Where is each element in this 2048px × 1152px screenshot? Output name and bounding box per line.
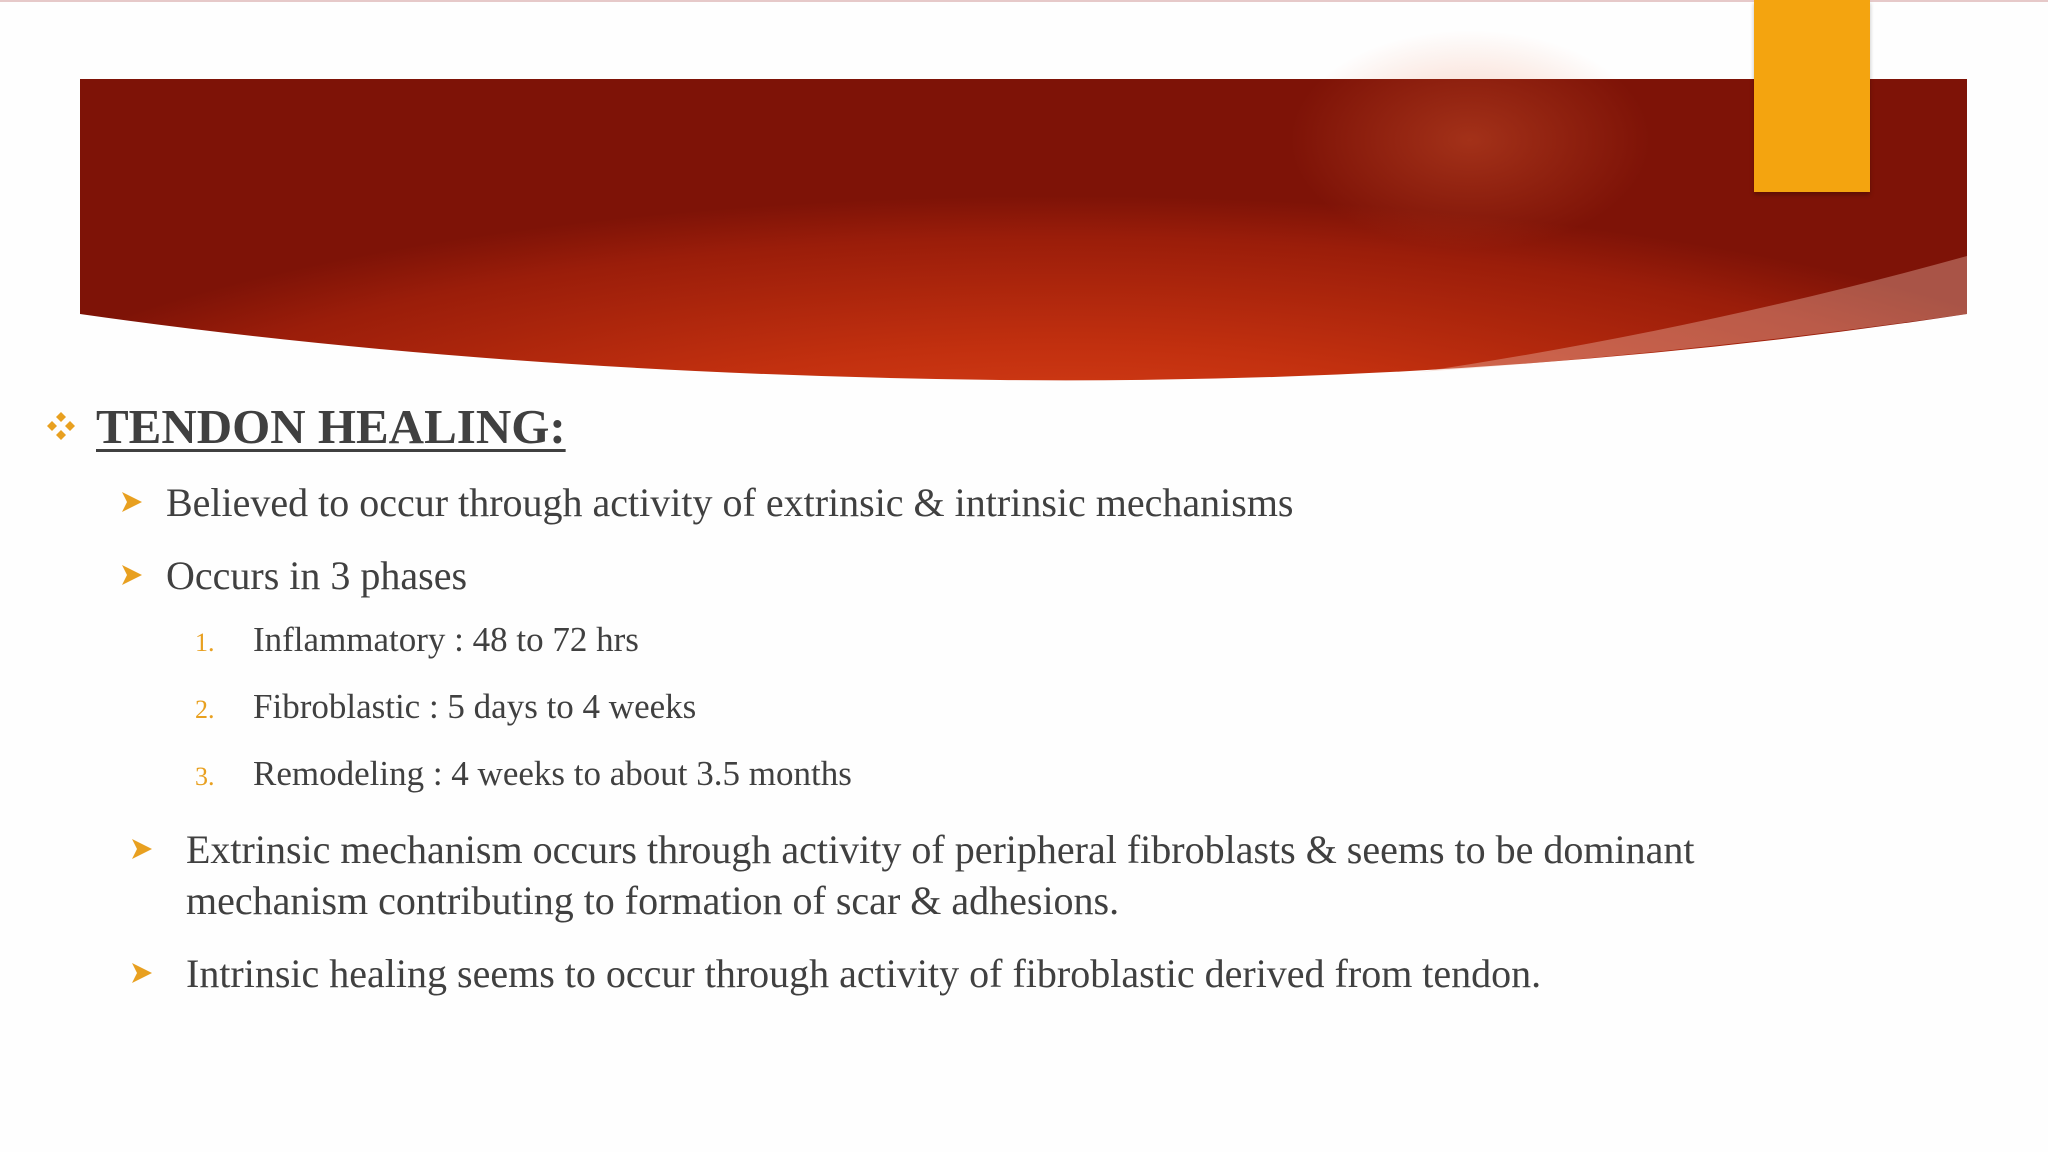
arrowhead-icon: [120, 490, 144, 514]
phase-text: Remodeling : 4 weeks to about 3.5 months: [253, 754, 852, 793]
arrowhead-icon: [130, 837, 154, 861]
bullet-point: [130, 824, 1830, 926]
phase-text: Inflammatory : 48 to 72 hrs: [253, 620, 639, 659]
phase-item: [195, 620, 639, 660]
phase-text: Fibroblastic : 5 days to 4 weeks: [253, 687, 697, 726]
bullet-text: Extrinsic mechanism occurs through activity of peripheral fibroblasts & seems to be dominant mechanism contributing to formation of scar & adhesions.: [186, 827, 1695, 923]
phase-number: 3.: [195, 762, 215, 791]
bullet-point: [120, 477, 1294, 528]
phase-number: 1.: [195, 628, 215, 657]
bullet-text: Believed to occur through activity of extrinsic & intrinsic mechanisms: [166, 480, 1294, 525]
four-diamond-icon: [44, 409, 78, 443]
bullet-text: Intrinsic healing seems to occur through activity of fibroblastic derived from tendon.: [186, 951, 1542, 996]
heading-row: [44, 398, 566, 454]
phase-item: [195, 754, 852, 794]
slide-heading: TENDON HEALING:: [96, 398, 566, 454]
phase-item: [195, 687, 696, 727]
bullet-point: [120, 550, 467, 601]
phase-number: 2.: [195, 695, 215, 724]
bullet-point: [130, 948, 1541, 999]
bullet-text: Occurs in 3 phases: [166, 553, 468, 598]
arrowhead-icon: [120, 563, 144, 587]
arrowhead-icon: [130, 961, 154, 985]
